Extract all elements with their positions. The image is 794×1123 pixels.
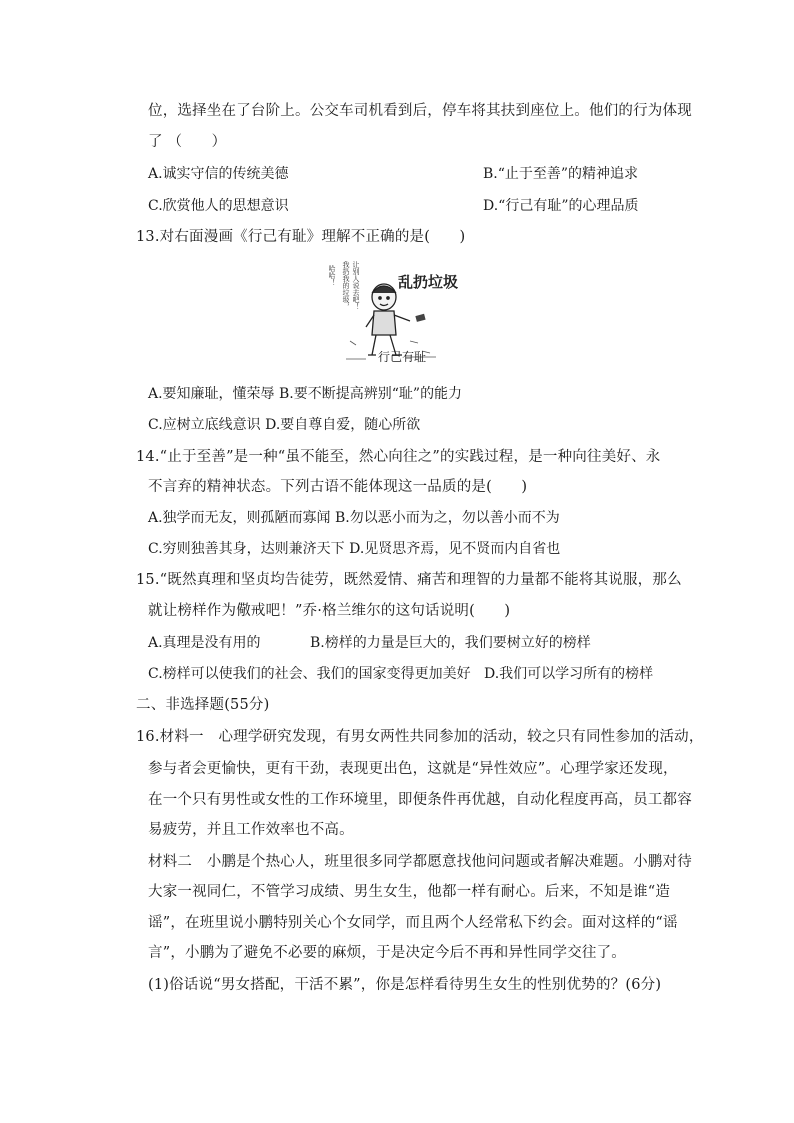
q16-material1-line4: 易疲劳，并且工作效率也不高。 [148,822,354,838]
q16-material2-line4: 言”，小鹏为了避免不必要的麻烦，于是决定今后不再和异性同学交往了。 [148,945,627,961]
q12-option-a: A.诚实守信的传统美德 [148,166,289,182]
person-figure [366,284,410,355]
cartoon-caption: 行己有耻 [378,350,427,364]
q15-line1: 15.“既然真理和坚贞均告徒劳，既然爱情、痛苦和理智的力量都不能将其说服，那么 [136,572,682,588]
q16-material2-line3: 谣”，在班里说小鹏特别关心个女同学，而且两个人经常私下约会。面对这样的“谣 [148,915,678,931]
q15-option-d: D.我们可以学习所有的榜样 [484,666,654,682]
q15-line2: 就让榜样作为儆戒吧！”乔·格兰维尔的这句话说明( ) [148,603,511,619]
q12-option-b: B.“止于至善”的精神追求 [483,166,639,182]
q16-material2-line1: 材料二 小鹏是个热心人，班里很多同学都愿意找他问问题或者解决难题。小鹏对待 [148,854,692,870]
q14-line2: 不言弃的精神状态。下列古语不能体现这一品质的是( ) [148,479,528,495]
q13-options-cd: C.应树立底线意识 D.要自尊自爱，随心所欲 [148,417,421,433]
q12-option-d: D.“行己有耻”的心理品质 [483,198,639,214]
q12-line1: 位，选择坐在了台阶上。公交车司机看到后，停车将其扶到座位上。他们的行为体现 [148,103,692,119]
q16-material2-line2: 大家一视同仁，不管学习成绩、男生女生，他都一样有耐心。后来，不知是谁“造 [148,884,671,900]
q15-option-b: B.榜样的力量是巨大的，我们要树立好的榜样 [310,635,591,651]
cartoon-bubble3: 让别人说去吧！ [352,261,360,310]
litter-icon [415,314,425,322]
q16-material1-line3: 在一个只有男性或女性的工作环境里，即便条件再优越，自动化程度再高，员工都容 [148,792,692,808]
section2-title: 二、非选择题(55分) [136,697,270,713]
cartoon-title: 乱扔垃圾 [398,273,459,291]
q13-options-ab: A.要知廉耻，懂荣辱 B.要不断提高辨别“耻”的能力 [148,386,463,402]
q14-line1: 14.“止于至善”是一种“虽不能至，然心向往之”的实践过程，是一种向往美好、永 [136,449,661,465]
q16-subquestion-1: (1)俗话说“男女搭配，干活不累”，你是怎样看待男生女生的性别优势的？(6分) [148,977,662,993]
q16-material1-line1: 16.材料一 心理学研究发现，有男女两性共同参加的活动，较之只有同性参加的活动， [136,729,704,745]
q14-options-ab: A.独学而无友，则孤陋而寡闻 B.勿以恶小而为之，勿以善小而不为 [148,510,560,526]
cartoon-bubble1: 哈哈！ [328,265,336,286]
q13-stem: 13.对右面漫画《行己有耻》理解不正确的是( ) [136,229,466,245]
q12-line2: 了 （ ） [148,134,227,150]
q12-option-c: C.欣赏他人的思想意识 [148,198,289,214]
q15-option-a: A.真理是没有用的 [148,635,261,651]
q15-option-c: C.榜样可以使我们的社会、我们的国家变得更加美好 [148,666,471,682]
cartoon-bubble2: 我扔我的垃圾， [342,261,350,310]
q14-options-cd: C.穷则独善其身，达则兼济天下 D.见贤思齐焉，见不贤而内自省也 [148,541,561,557]
q16-material1-line2: 参与者会更愉快，更有干劲，表现更出色，这就是“异性效应”。心理学家还发现， [148,761,678,777]
